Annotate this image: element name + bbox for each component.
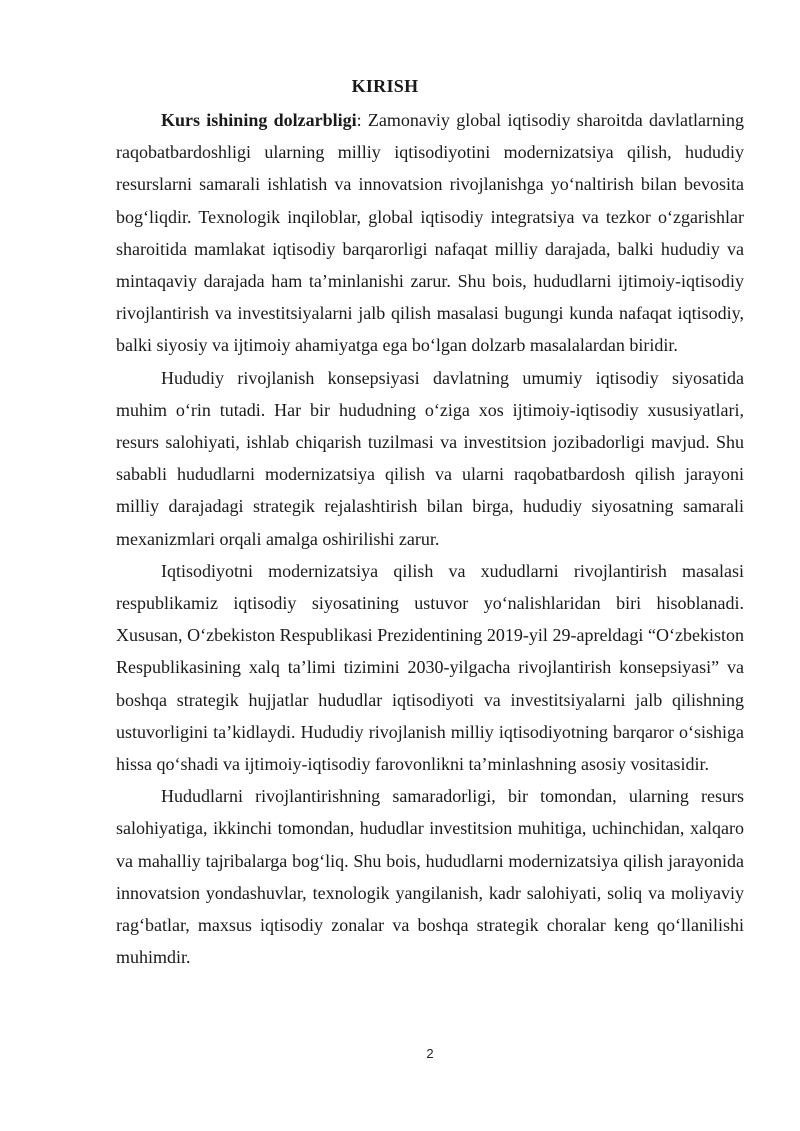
paragraph-lead-colon: :: [356, 110, 362, 130]
paragraph-text: Zamonaviy global iqtisodiy sharoitda davlatlarning raqobatbardoshligi ularning milliy iqtisodiyotini modernizatsiya qilish, hududiy resurslarni samarali ishlatish va innovatsion rivojlanishga yo‘naltirish bilan bevosita bog‘liqdir. Texnologik inqiloblar, global iqtisodiy integratsiya va tezkor o‘zgarishlar sharoitida mamlakat iqtisodiy barqarorligi nafaqat milliy darajada, balki hududiy va mintaqaviy darajada ham ta’minlanishi zarur. Shu bois, hududlarni ijtimoiy-iqtisodiy rivojlantirish va investitsiyalarni jalb qilish masalasi bugungi kunda nafaqat iqtisodiy, balki siyosiy va ijtimoiy ahamiyatga ega bo‘lgan dolzarb masalalardan biridir.: [116, 110, 744, 356]
paragraph-lead: Kurs ishining dolzarbligi: [161, 110, 357, 130]
paragraph-effectiveness: Hududlarni rivojlantirishning samaradorligi, bir tomondan, ularning resurs salohiyatiga, ikkinchi tomondan, hududlar investitsion muhitiga, uchinchidan, xalqaro va mahalliy tajribalarga bog‘liq. Shu bois, hududlarni modernizatsiya qilish jarayonida innovatsion yondashuvlar, texnologik yangilanish, kadr salohiyati, soliq va moliyaviy rag‘batlar, maxsus iqtisodiy zonalar va boshqa strategik choralar keng qo‘llanilishi muhimdir.: [116, 786, 744, 968]
body-text: [116, 104, 744, 973]
section-heading: KIRISH: [351, 76, 419, 96]
paragraph-regional-concept: Hududiy rivojlanish konsepsiyasi davlatning umumiy iqtisodiy siyosatida muhim o‘rin tutadi. Har bir hududning o‘ziga xos ijtimoiy-iqtisodiy xususiyatlari, resurs salohiyati, ishlab chiqarish tuzilmasi va investitsion jozibadorligi mavjud. Shu sababli hududlarni modernizatsiya qilish va ularni raqobatbardosh qilish jarayoni milliy darajadagi strategik rejalashtirish bilan birga, hududiy siyosatning samarali mexanizmlari orqali amalga oshirilishi zarur.: [116, 367, 744, 549]
paragraph-relevance: [116, 104, 744, 362]
page-number: 2: [426, 1046, 434, 1061]
paragraph-modernization: Iqtisodiyotni modernizatsiya qilish va xududlarni rivojlantirish masalasi respublikamiz iqtisodiy siyosatining ustuvor yo‘nalishlaridan biri hisoblanadi. Xususan, O‘zbekiston Respublikasi Prezidentining 2019-yil 29-apreldagi “O‘zbekiston Respublikasining xalq ta’limi tizimini 2030-yilgacha rivojlantirish konsepsiyasi” va boshqa strategik hujjatlar hududlar iqtisodiyoti va investitsiyalarni jalb qilishning ustuvorligini ta’kidlaydi. Hududiy rivojlanish milliy iqtisodiyotning barqaror o‘sishiga hissa qo‘shadi va ijtimoiy-iqtisodiy farovonlikni ta’minlashning asosiy vositasidir.: [116, 560, 744, 775]
